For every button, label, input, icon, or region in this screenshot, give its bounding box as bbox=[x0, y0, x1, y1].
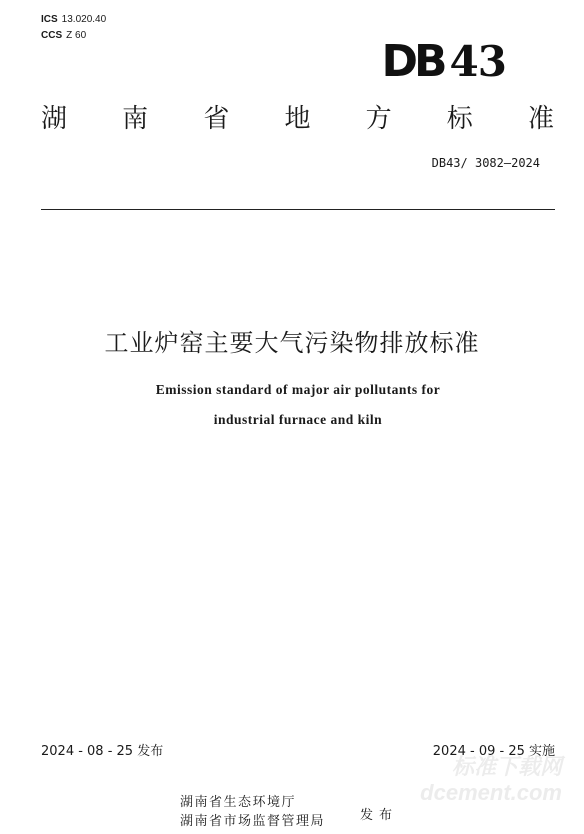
ics-code bbox=[41, 12, 106, 28]
ccs-label: CCS bbox=[41, 30, 63, 41]
watermark bbox=[420, 754, 562, 806]
standard-type-char: 准 bbox=[527, 104, 554, 134]
issuer-line2: 湖南省市场监督管理局 bbox=[180, 814, 326, 829]
header-divider bbox=[41, 209, 555, 210]
standard-type-char: 省 bbox=[203, 104, 230, 134]
issuing-authorities bbox=[180, 793, 325, 831]
title-english-line1: Emission standard of major air pollutants for bbox=[155, 382, 441, 397]
standard-type-char: 地 bbox=[284, 104, 311, 134]
watermark-line1: 标准下载网 bbox=[451, 754, 562, 779]
publish-label: 发布 bbox=[360, 808, 399, 823]
ics-label: ICS bbox=[41, 14, 58, 25]
standard-type-char: 方 bbox=[365, 104, 392, 134]
standard-type-char: 南 bbox=[122, 104, 149, 134]
title-english-line2: industrial furnace and kiln bbox=[213, 412, 383, 427]
classification-codes bbox=[41, 12, 106, 44]
ics-value: 13.020.40 bbox=[61, 14, 107, 25]
watermark-line2: dcement.com bbox=[420, 780, 562, 805]
db-standard-logo bbox=[381, 38, 506, 86]
standard-type-heading bbox=[41, 102, 554, 136]
title-chinese: 工业炉窑主要大气污染物排放标准 bbox=[104, 329, 480, 357]
ccs-code bbox=[41, 28, 106, 44]
standard-number: DB43/ 3082—2024 bbox=[431, 156, 540, 170]
issuer-line1: 湖南省生态环境厅 bbox=[180, 795, 297, 810]
standard-type-char: 湖 bbox=[41, 104, 68, 134]
standard-type-char: 标 bbox=[446, 104, 473, 134]
implementation-date: 2024 - 09 - 25 实施 bbox=[432, 744, 555, 759]
logo-letters: DB bbox=[381, 36, 444, 87]
issue-date: 2024 - 08 - 25 发布 bbox=[41, 744, 164, 759]
ccs-value: Z 60 bbox=[66, 30, 87, 41]
logo-number: 43 bbox=[449, 37, 506, 86]
